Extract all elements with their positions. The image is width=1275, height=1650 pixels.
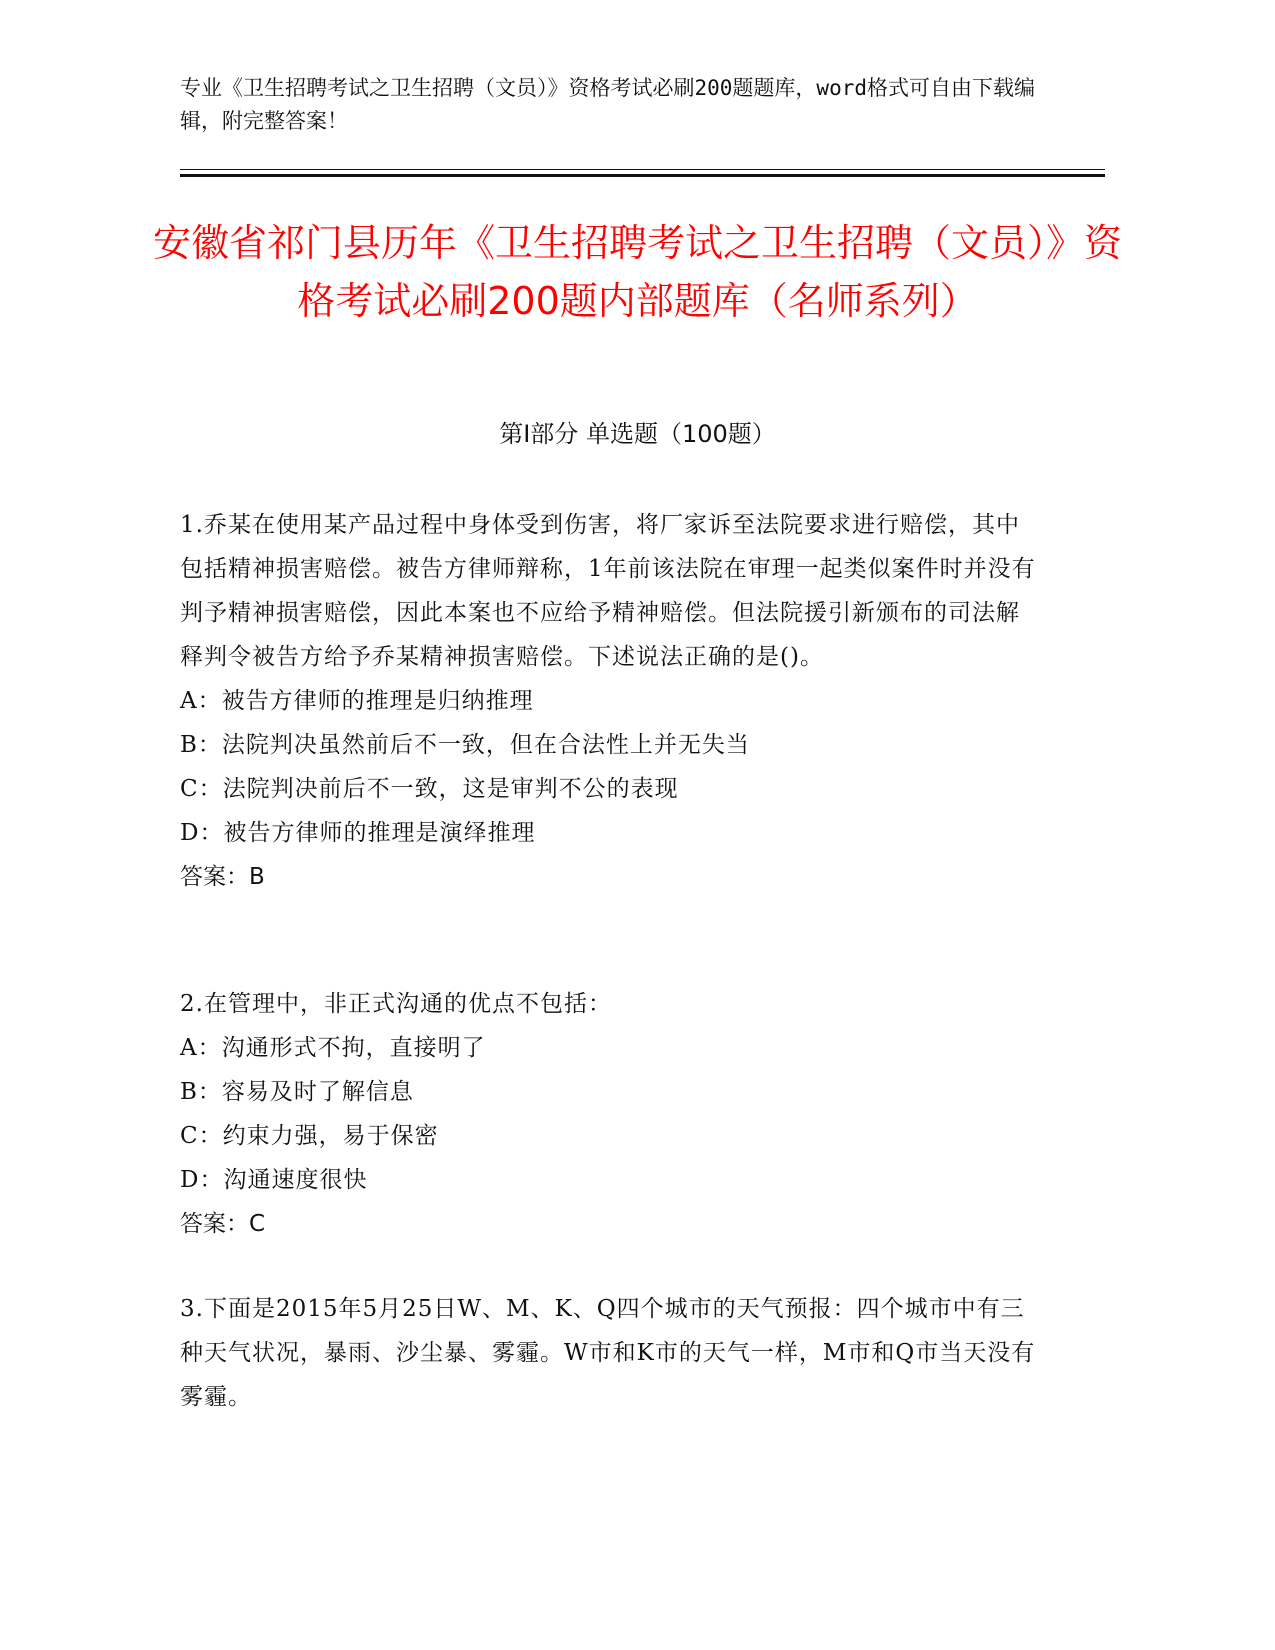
document-title: 安徽省祁门县历年《卫生招聘考试之卫生招聘（文员）》资格考试必刷200题内部题库（名师系列） (152, 221, 1122, 323)
header-divider-thick (180, 174, 1105, 177)
option-a: A：被告方律师的推理是归纳推理 (180, 688, 534, 714)
header-note: 专业《卫生招聘考试之卫生招聘（文员）》资格考试必刷200题题库，word格式可自由下载编辑，附完整答案！ (180, 76, 1035, 133)
question-stem: 3.下面是2015年5月25日W、M、K、Q四个城市的天气预报：四个城市中有三种天气状况，暴雨、沙尘暴、雾霾。W市和K市的天气一样，M市和Q市当天没有雾霾。 (180, 1296, 1036, 1410)
question-1 (180, 503, 1040, 899)
question-stem: 1.乔某在使用某产品过程中身体受到伤害，将厂家诉至法院要求进行赔偿，其中包括精神损害赔偿。被告方律师辩称，1年前该法院在审理一起类似案件时并没有判予精神损害赔偿，因此本案也不应给予精神赔偿。但法院援引新颁布的司法解释判令被告方给予乔某精神损害赔偿。下述说法正确的是()。 (180, 512, 1036, 670)
option-c: C：约束力强，易于保密 (180, 1123, 439, 1149)
question-stem: 2.在管理中，非正式沟通的优点不包括： (180, 991, 612, 1017)
question-2 (180, 982, 1040, 1246)
option-a: A：沟通形式不拘，直接明了 (180, 1035, 486, 1061)
option-c: C：法院判决前后不一致，这是审判不公的表现 (180, 776, 679, 802)
option-d: D：沟通速度很快 (180, 1167, 368, 1193)
section-heading: 第I部分 单选题（100题） (499, 420, 776, 448)
option-d: D：被告方律师的推理是演绎推理 (180, 820, 536, 846)
answer: 答案：B (180, 864, 265, 890)
question-3 (180, 1287, 1040, 1419)
answer: 答案：C (180, 1211, 266, 1237)
header-divider-thin (180, 169, 1105, 170)
option-b: B：容易及时了解信息 (180, 1079, 414, 1105)
option-b: B：法院判决虽然前后不一致，但在合法性上并无失当 (180, 732, 750, 758)
